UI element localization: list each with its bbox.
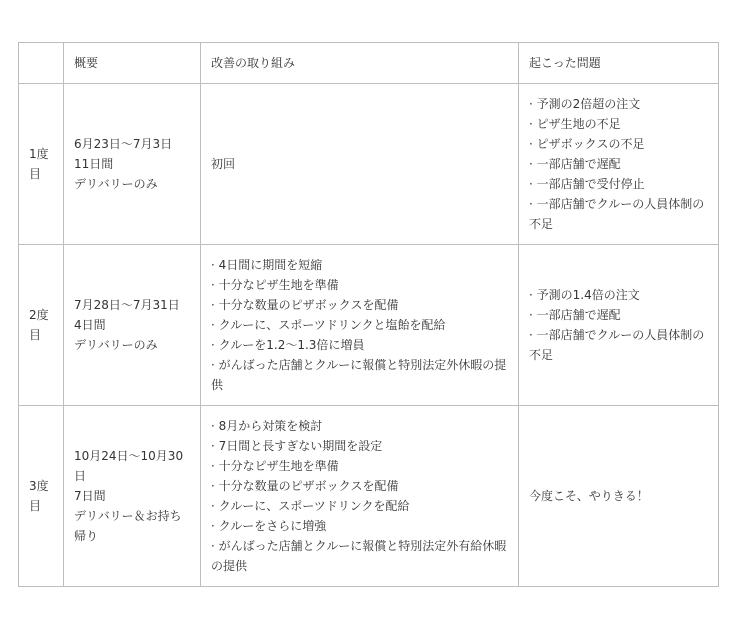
problem-item: 今度こそ、やりきる！ [529,489,649,503]
row-index: 3度目 [19,406,64,587]
improvements-cell [201,84,519,245]
problem-item: · 一部店舗で受付停止 [529,177,645,191]
problem-item: · 一部店舗でクルーの人員体制の不足 [529,328,705,362]
summary-duration: 4日間 [74,318,106,332]
problem-item: · ピザ生地の不足 [529,117,621,131]
problems-cell [519,84,719,245]
campaign-summary-table [18,42,719,587]
improvements-cell [201,245,519,406]
improvement-item: · 十分なピザ生地を準備 [211,459,339,473]
table-row [19,245,719,406]
summary-cell [64,245,201,406]
problem-item: · 一部店舗で遅配 [529,308,621,322]
summary-type: デリバリーのみ [74,338,158,352]
improvement-item: · クルーに、スポーツドリンクと塩飴を配給 [211,318,446,332]
row-index: 1度目 [19,84,64,245]
summary-type: デリバリーのみ [74,177,158,191]
problem-item: · ピザボックスの不足 [529,137,645,151]
summary-period: 10月24日〜10月30日 [74,449,184,483]
improvement-item: · 7日間と長すぎない期間を設定 [211,439,383,453]
improvement-item: · 十分な数量のピザボックスを配備 [211,298,399,312]
problem-item: · 予測の1.4倍の注文 [529,288,640,302]
improvement-item: · がんばった店舗とクルーに報償と特別法定外休暇の提供 [211,358,507,392]
problem-item: · 予測の2倍超の注文 [529,97,641,111]
problems-cell [519,245,719,406]
summary-period: 6月23日〜7月3日 [74,137,173,151]
header-summary: 概要 [64,43,201,84]
improvement-item: · クルーをさらに増強 [211,519,327,533]
summary-duration: 7日間 [74,489,106,503]
improvement-item: · 十分なピザ生地を準備 [211,278,339,292]
summary-type: デリバリー＆お持ち帰り [74,509,182,543]
improvement-item: · がんばった店舗とクルーに報償と特別法定外有給休暇の提供 [211,539,507,573]
row-index: 2度目 [19,245,64,406]
header-index [19,43,64,84]
table-header-row [19,43,719,84]
improvement-item: · 4日間に期間を短縮 [211,258,323,272]
improvement-item: 初回 [211,157,236,171]
improvement-item: · クルーを1.2〜1.3倍に増員 [211,338,365,352]
header-improvements: 改善の取り組み [201,43,519,84]
summary-cell [64,84,201,245]
summary-cell [64,406,201,587]
header-problems: 起こった問題 [519,43,719,84]
problem-item: · 一部店舗でクルーの人員体制の不足 [529,197,705,231]
improvements-cell [201,406,519,587]
improvement-item: · 十分な数量のピザボックスを配備 [211,479,399,493]
improvement-item: · クルーに、スポーツドリンクを配給 [211,499,410,513]
problem-item: · 一部店舗で遅配 [529,157,621,171]
problems-cell [519,406,719,587]
table-row [19,84,719,245]
improvement-item: · 8月から対策を検討 [211,419,323,433]
summary-duration: 11日間 [74,157,114,171]
summary-period: 7月28日〜7月31日 [74,298,180,312]
table-row [19,406,719,587]
